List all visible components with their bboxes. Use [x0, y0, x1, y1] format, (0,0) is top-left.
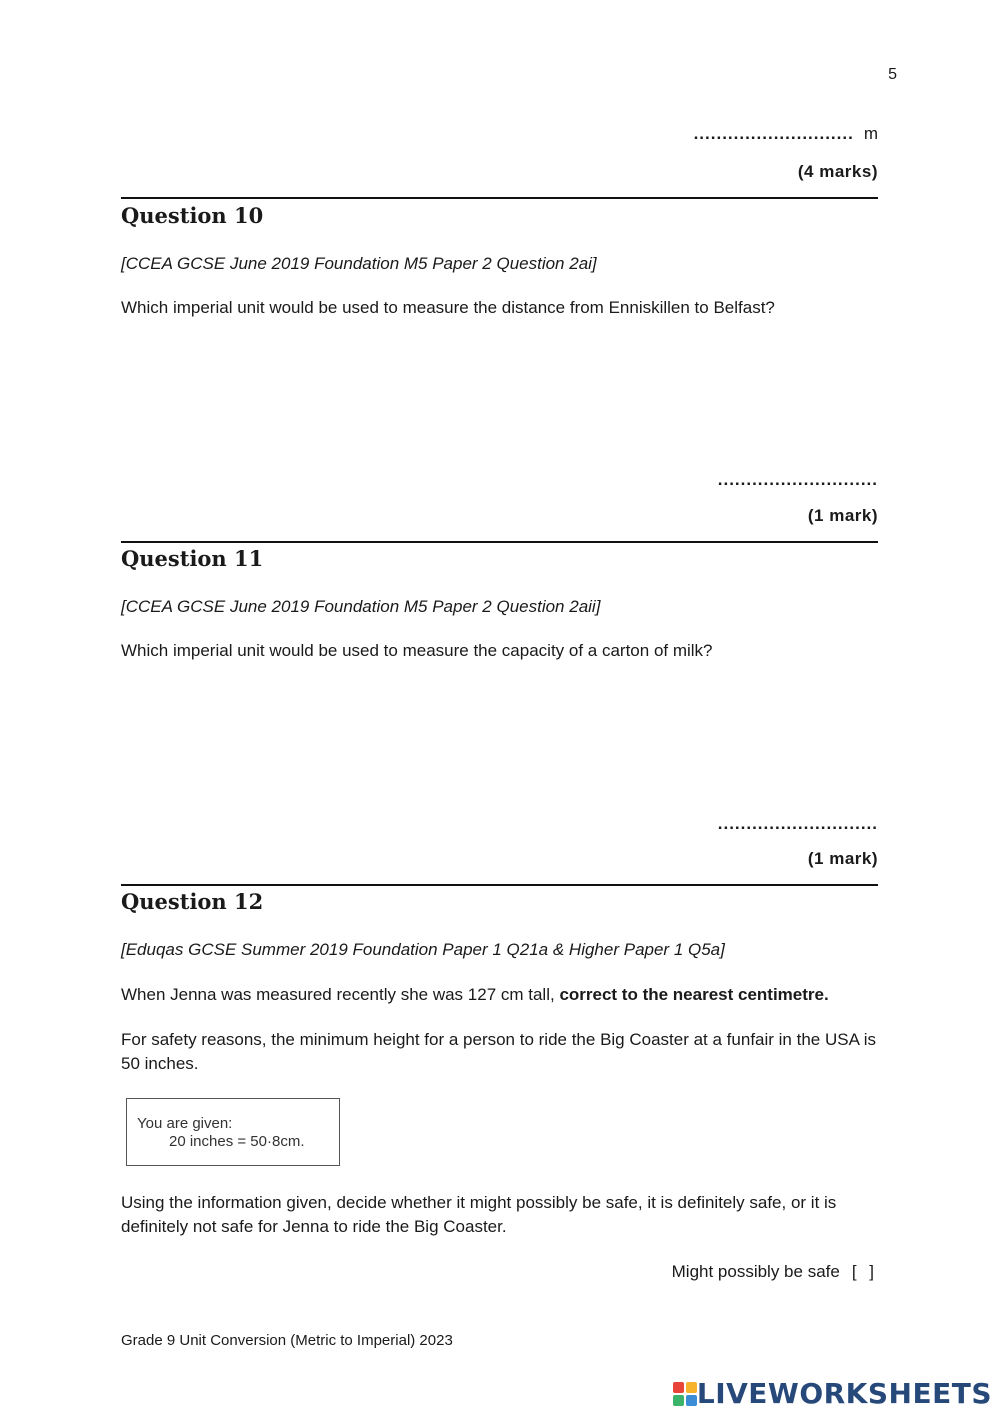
previous-answer-line[interactable]: ............................ m — [693, 124, 878, 143]
question-11-heading: Question 11 — [121, 546, 264, 571]
liveworksheets-logo — [673, 1377, 992, 1410]
question-11-text: Which imperial unit would be used to measure the capacity of a carton of milk? — [121, 641, 713, 660]
question-12-text-2: For safety reasons, the minimum height for a person to ride the Big Coaster at a funfair in the USA is 50 inches. — [121, 1030, 876, 1073]
option-might-possibly-be-safe[interactable] — [672, 1262, 878, 1282]
page-number: 5 — [888, 66, 897, 83]
question-10-answer-line[interactable]: ............................ — [717, 470, 878, 489]
given-conversion: 20 inches = 50·8cm. — [169, 1133, 305, 1150]
given-info-box — [126, 1098, 340, 1166]
question-12-text-1: When Jenna was measured recently she was 127 cm tall, correct to the nearest centimetre. — [121, 985, 829, 1004]
given-label: You are given: — [137, 1115, 233, 1132]
emphasis-text: correct to the nearest centimetre. — [559, 985, 829, 1004]
question-12-heading: Question 12 — [121, 889, 264, 914]
page-footer: Grade 9 Unit Conversion (Metric to Imperial) 2023 — [121, 1332, 453, 1349]
liveworksheets-text: LIVEWORKSHEETS — [696, 1377, 992, 1410]
divider — [121, 541, 878, 543]
question-10-source: [CCEA GCSE June 2019 Foundation M5 Paper 2 Question 2ai] — [121, 254, 597, 273]
question-12-source: [Eduqas GCSE Summer 2019 Foundation Paper 1 Q21a & Higher Paper 1 Q5a] — [121, 940, 725, 959]
question-10-text: Which imperial unit would be used to measure the distance from Enniskillen to Belfast? — [121, 298, 775, 317]
question-10-heading: Question 10 — [121, 203, 264, 228]
question-11-answer-line[interactable]: ............................ — [717, 814, 878, 833]
answer-unit: m — [863, 124, 878, 143]
question-12-text-3: Using the information given, decide whether it might possibly be safe, it is definitely safe, or it is definitely not safe for Jenna to ride the Big Coaster. — [121, 1193, 837, 1236]
previous-marks: (4 marks) — [797, 162, 878, 181]
option-checkbox[interactable]: [ ] — [851, 1262, 878, 1281]
option-label: Might possibly be safe — [671, 1262, 840, 1281]
divider — [121, 884, 878, 886]
divider — [121, 197, 878, 199]
question-11-source: [CCEA GCSE June 2019 Foundation M5 Paper 2 Question 2aii] — [121, 597, 601, 616]
question-10-marks: (1 mark) — [807, 506, 878, 525]
question-11-marks: (1 mark) — [807, 849, 878, 868]
liveworksheets-icon — [673, 1382, 697, 1406]
